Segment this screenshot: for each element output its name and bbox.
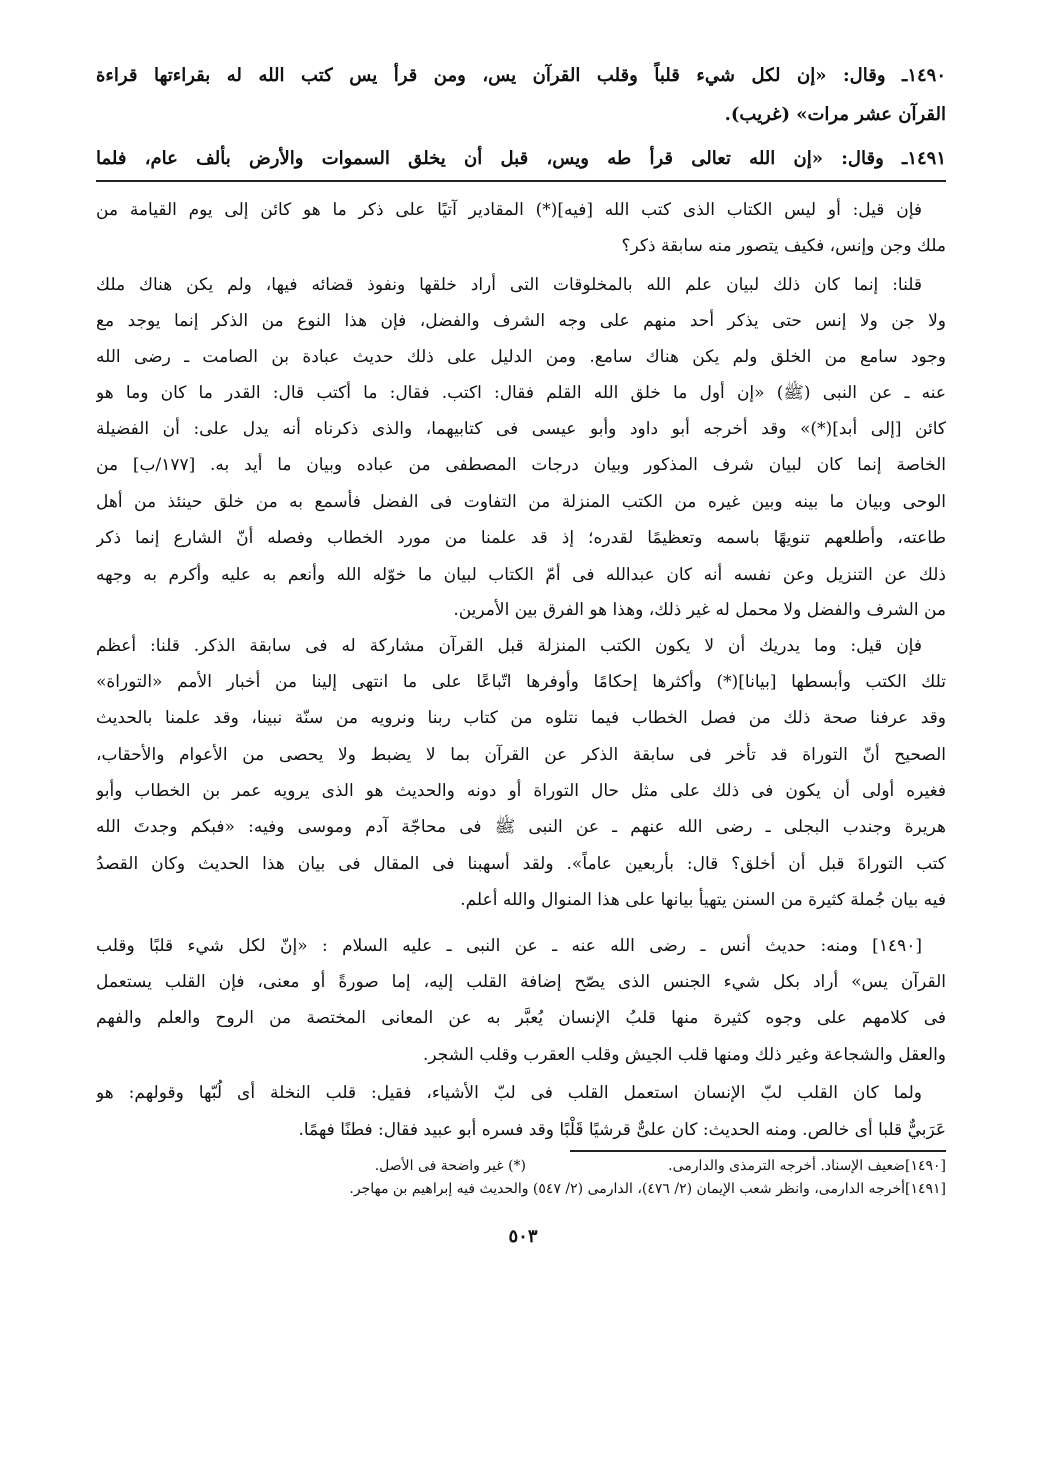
- paragraph-line: ذلك عن التنزيل وعن نفسه أنه كان عبدالله فى أمّ الكتاب لبيان ما خوّله الله وأنعم به عليه وأكرم به وجهه: [96, 565, 946, 585]
- paragraph-line: [١٤٩٠] ومنه: حديث أنس ـ رضى الله عنه ـ عن النبى ـ عليه السلام : «إنّ لكل شيء قلبًا وقلب: [96, 936, 922, 956]
- paragraph-line: الخاصة إنما كان لبيان شرف المذكور وبيان درجات المصطفى من عباده وبيان ما أيد به. [١٧٧/ب] من: [96, 455, 946, 475]
- paragraph-line: من الشرف والفضل ولا محمل له غير ذلك، وهذا هو الفرق بين الأمرين.: [453, 600, 946, 620]
- paragraph-line: كتب التوراةَ قبل أن أخلق؟ قال: بأربعين عاماً». ولقد أسهبنا فى المقال فى بيان هذا الحديث وكان القصدُ: [96, 854, 946, 874]
- paragraph-line: وقد عرفنا صحة ذلك من فصل الخطاب فيما نتلوه من كتاب ربنا ونرويه من سنّة نبينا، وقد علمنا بالحديث: [96, 708, 946, 728]
- paragraph-line: فيه بيان جُملة كثيرة من السنن يتهيأ بيانها على هذا المنوال والله أعلم.: [460, 890, 946, 910]
- footnote-divider: [570, 1150, 946, 1152]
- paragraph-line: عنه ـ عن النبى (ﷺ) «إن أول ما خلق الله القلم فقال: اكتب. فقال: ما أكتب قال: القدر ما كان وما هو: [96, 383, 946, 403]
- paragraph-line: طاعته، وأطلعهم تنويهًا باسمه وتعظيمًا لقدره؛ إذ قد علمنا من مورد الخطاب وفصله أنّ الشارع إنما ذكر: [96, 528, 946, 548]
- paragraph-line: فى كلامهم على وجوه كثيرة منها قلبُ الإنسان يُعبَّر به عن المعانى المختصة من الروح والعلم والفهم: [96, 1008, 946, 1028]
- paragraph-line: كائن [إلى أبد](*)» وقد أخرجه أبو داود وأبو عيسى فى كتابيهما، والذى ذكرناه أنه يدل على: أن الفضيلة: [96, 419, 946, 439]
- hadith-1491-line: ١٤٩١ـ وقال: «إن الله تعالى قرأ طه ويس، قبل أن يخلق السموات والأرض بألف عام، فلما: [96, 148, 946, 169]
- paragraph-line: والعقل والشجاعة وغير ذلك ومنها قلب الجيش وقلب العقرب وقلب الشجر.: [422, 1045, 946, 1065]
- paragraph-line: ولا جن ولا إنس حتى يذكر أحد منهم على وجه الشرف والفضل، فإن هذا النوع من الذكر إنما يوجد مع: [96, 311, 946, 331]
- hadith-1490-line: القرآن عشر مرات» (غريب).: [724, 104, 946, 125]
- paragraph-line: ملك وجن وإنس، فكيف يتصور منه سابقة ذكر؟: [621, 236, 946, 256]
- page-number: ٥٠٣: [508, 1226, 538, 1247]
- footnote-1490: [١٤٩٠]ضعيف الإسناد. أخرجه الترمذى والدارمى.: [668, 1158, 946, 1174]
- paragraph-line: تلك الكتب وأبسطها [بيانا](*) وأكثرها إحكامًا وأوفرها اتّباعًا على ما انتهى إلينا من أخبار الأمم «التوراة»: [96, 672, 946, 692]
- paragraph-line: الوحى وبيان ما بينه وبين غيره من الكتب المنزلة من التفاوت فى الفضل فأسمع به من خلق حينئذ من أهل: [96, 492, 946, 512]
- paragraph-line: فغيره أولى أن يكون فى ذلك على مثل حال التوراة أو دونه والحديث هو الذى يرويه عمر بن الخطاب وأبو: [96, 781, 946, 801]
- paragraph-line: فإن قيل: أو ليس الكتاب الذى كتب الله [فيه](*) المقادير آتيًا على ذكر ما هو كائن إلى يوم القيامة من: [96, 200, 922, 220]
- paragraph-line: الصحيح أنّ التوراة قد تأخر فى سابقة الذكر عن القرآن بما لا يضبط ولا يحصى من الأعوام والأحقاب،: [96, 745, 946, 765]
- hadith-1490-line: ١٤٩٠ـ وقال: «إن لكل شيء قلباً وقلب القرآن يس، ومن قرأ يس كتب الله له بقراءتها قراءة: [96, 65, 946, 86]
- paragraph-line: ولما كان القلب لبّ الإنسان استعمل القلب فى لبّ الأشياء، فقيل: قلب النخلة أى لُبّها وقولهم: هو: [96, 1083, 922, 1103]
- paragraph-line: عَرَبيٌّ قلبا أى خالص. ومنه الحديث: كان علىٌّ قرشيًا قَلْبًا وقد فسره أبو عبيد فقال: فطنًا فهمًا.: [298, 1120, 946, 1140]
- paragraph-line: القرآن يس» أراد بكل شيء الجنس الذى يصّح إضافة القلب إليه، إما صورةً أو معنى، فإن القلب يستعمل: [96, 972, 946, 992]
- section-divider: [96, 180, 946, 182]
- paragraph-line: وجود سامع من الخلق ولم يكن هناك سامع. ومن الدليل على ذلك حديث عبادة بن الصامت ـ رضى الله: [96, 347, 946, 367]
- paragraph-line: فإن قيل: وما يدريك أن لا يكون الكتب المنزلة قبل القرآن مشاركة له فى سابقة الذكر. قلنا: أعظم: [96, 636, 922, 656]
- paragraph-line: قلنا: إنما كان ذلك لبيان علم الله بالمخلوقات التى أراد خلقها ونفوذ قضائه فيها، ولم يكن هناك ملك: [96, 275, 922, 295]
- footnote-star: (*) غير واضحة فى الأصل.: [374, 1158, 526, 1174]
- paragraph-line: هريرة وجندب البجلى ـ رضى الله عنهم ـ عن النبى ﷺ فى محاجّة آدم وموسى وفيه: «فبكم وجدتَ الله: [96, 817, 946, 837]
- footnote-1491: [١٤٩١]أخرجه الدارمى، وانظر شعب الإيمان (٢/ ٤٧٦)، الدارمى (٢/ ٥٤٧) والحديث فيه إبراهيم بن مهاجر.: [349, 1181, 946, 1197]
